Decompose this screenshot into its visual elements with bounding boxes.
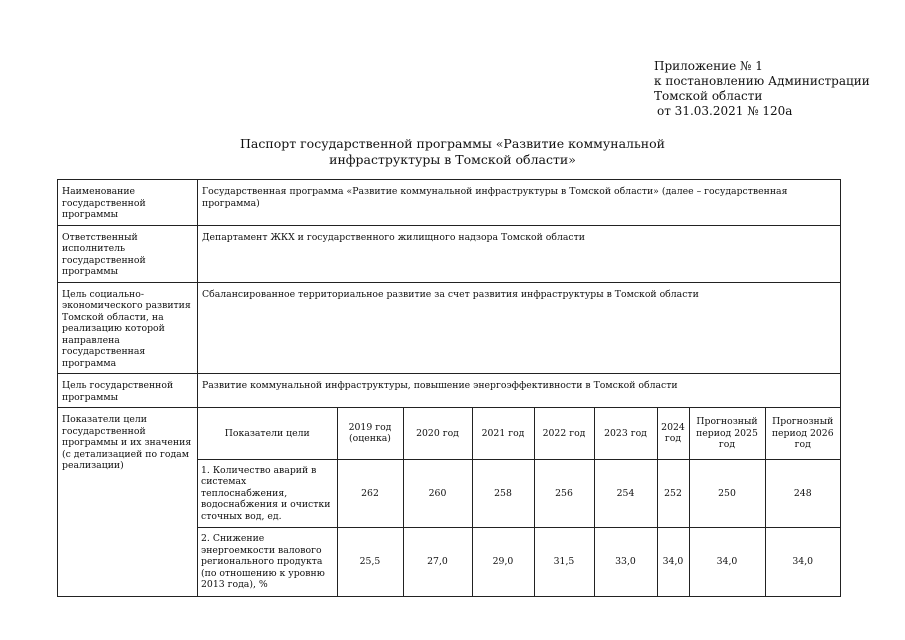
indicator-value: 34,0 — [689, 528, 765, 596]
indicator-value: 254 — [594, 459, 657, 528]
header-cell: 2021 год — [472, 408, 534, 459]
indicators-header-row — [198, 408, 840, 459]
title-line: Паспорт государственной программы «Развитие коммунальной — [240, 136, 665, 151]
indicator-value: 262 — [337, 459, 403, 528]
row-label: Показатели цели государственной программы и их значения (с детализацией по годам реализации) — [58, 408, 198, 597]
row-label: Цель государственной программы — [58, 374, 198, 408]
document-title — [200, 136, 705, 168]
header-cell: 2022 год — [534, 408, 594, 459]
annex-line: Приложение № 1 — [654, 59, 763, 73]
indicator-value: 256 — [534, 459, 594, 528]
passport-table — [57, 179, 841, 597]
indicator-value: 27,0 — [403, 528, 472, 596]
indicator-name: 2. Снижение энергоемкости валового регионального продукта (по отношению к уровню 2013 года), % — [198, 528, 337, 596]
indicator-value: 29,0 — [472, 528, 534, 596]
indicators-cell — [198, 408, 841, 597]
row-value: Развитие коммунальной инфраструктуры, повышение энергоэффективности в Томской области — [198, 374, 841, 408]
indicator-value: 25,5 — [337, 528, 403, 596]
indicator-value: 33,0 — [594, 528, 657, 596]
indicator-row — [198, 528, 840, 596]
indicator-value: 34,0 — [657, 528, 689, 596]
annex-line: к постановлению Администрации — [654, 74, 870, 88]
header-cell: Прогнозный период 2025 год — [689, 408, 765, 459]
row-label: Цель социально-экономического развития Томской области, на реализацию которой направлена государственная программа — [58, 282, 198, 374]
header-cell: Прогнозный период 2026 год — [765, 408, 840, 459]
annex-line: Томской области — [654, 89, 763, 103]
passport-row — [58, 225, 841, 282]
indicator-value: 34,0 — [765, 528, 840, 596]
passport-row — [58, 408, 841, 597]
annex-block — [654, 59, 870, 119]
row-value: Департамент ЖКХ и государственного жилищного надзора Томской области — [198, 225, 841, 282]
row-value: Государственная программа «Развитие коммунальной инфраструктуры в Томской области» (далее – государственная программа) — [198, 180, 841, 226]
indicator-value: 31,5 — [534, 528, 594, 596]
annex-line: от 31.03.2021 № 120а — [657, 104, 793, 118]
indicator-name: 1. Количество аварий в системах теплоснабжения, водоснабжения и очистки сточных вод, ед. — [198, 459, 337, 528]
indicator-value: 258 — [472, 459, 534, 528]
header-cell: 2019 год (оценка) — [337, 408, 403, 459]
indicator-value: 248 — [765, 459, 840, 528]
header-cell: Показатели цели — [198, 408, 337, 459]
indicators-table — [198, 408, 840, 596]
indicator-row — [198, 459, 840, 528]
row-label: Ответственный исполнитель государственной программы — [58, 225, 198, 282]
indicator-value: 252 — [657, 459, 689, 528]
passport-row — [58, 374, 841, 408]
header-cell: 2023 год — [594, 408, 657, 459]
header-cell: 2024 год — [657, 408, 689, 459]
indicator-value: 260 — [403, 459, 472, 528]
passport-row — [58, 180, 841, 226]
passport-row — [58, 282, 841, 374]
row-label: Наименование государственной программы — [58, 180, 198, 226]
title-line: инфраструктуры в Томской области» — [329, 152, 576, 167]
header-cell: 2020 год — [403, 408, 472, 459]
row-value: Сбалансированное территориальное развитие за счет развития инфраструктуры в Томской области — [198, 282, 841, 374]
indicator-value: 250 — [689, 459, 765, 528]
